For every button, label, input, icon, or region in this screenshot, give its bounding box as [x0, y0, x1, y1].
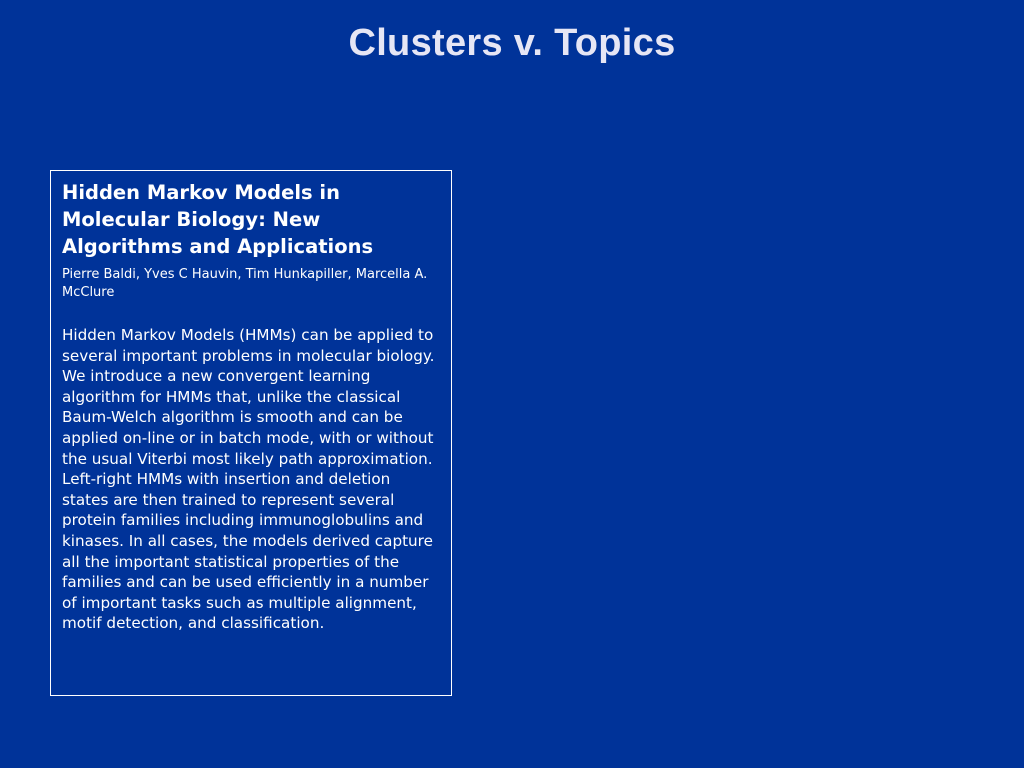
paper-abstract-text: Hidden Markov Models (HMMs) can be applied to several important problems in molecular biology. We introduce a new convergent learning algorithm for HMMs that, unlike the classical Baum-Welch algorithm is smooth and can be applied on-line or in batch mode, with or without the usual Viterbi most likely path approximation. Left-right HMMs with insertion and deletion states are then trained to represent several protein families including immunoglobulins and kinases. In all cases, the models derived capture all the important statistical properties of the families and can be used efficiently in a number of important tasks such as multiple alignment, motif detection, and classification. — [62, 326, 435, 633]
paper-abstract-box — [50, 170, 452, 696]
paper-authors: Pierre Baldi, Yves C Hauvin, Tim Hunkapiller, Marcella A. McClure — [62, 267, 428, 300]
paper-title: Hidden Markov Models in Molecular Biology: New Algorithms and Applications — [62, 181, 374, 258]
slide-title: Clusters v. Topics — [348, 22, 676, 64]
